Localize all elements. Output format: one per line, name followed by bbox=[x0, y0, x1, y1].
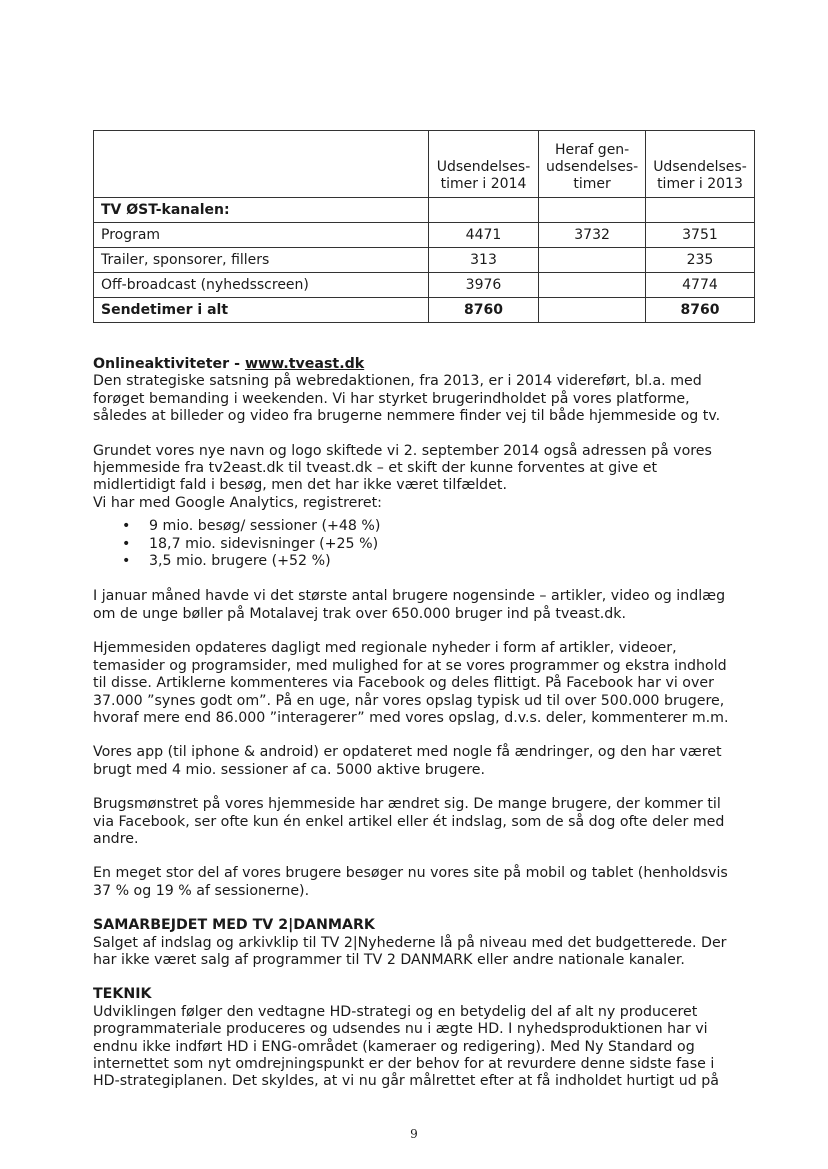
table-row bbox=[94, 273, 755, 298]
row-value-rerun bbox=[539, 273, 646, 298]
page-number: 9 bbox=[410, 1127, 418, 1141]
broadcast-hours-table bbox=[93, 130, 755, 323]
header-line: Udsendelses- bbox=[436, 159, 531, 175]
online-paragraph-6: Vores app (til iphone & android) er opdateret med nogle få ændringer, og den har været brugt med 4 mio. sessioner af ca. 5000 aktive brugere. bbox=[93, 744, 722, 778]
teknik-paragraph: Udviklingen følger den vedtagne HD-strategi og en betydelig del af alt ny produceret programmateriale produceres og udsendes nu i ægte HD. I nyhedsproduktionen har vi endnu ikke indført HD i ENG-området (kameraer og redigering). Med Ny Standard og internettet som nyt omdrejningspunkt er der behov for at revurdere denne sidste fase i HD-strategiplanen. Det skyldes, at vi nu går målrettet efter at få indholdet hurtigt ud på bbox=[93, 1003, 719, 1090]
online-paragraph-3: Vi har med Google Analytics, registreret: bbox=[93, 494, 382, 511]
header-line: timer bbox=[573, 176, 611, 192]
total-label: Sendetimer i alt bbox=[94, 298, 429, 323]
total-value-rerun bbox=[539, 298, 646, 323]
samarbejde-paragraph: Salget af indslag og arkivklip til TV 2|Nyhederne lå på niveau med det budgetterede. Der har ikke været salg af programmer til TV 2 DANMARK eller andre nationale kanaler. bbox=[93, 934, 727, 968]
header-line: timer i 2013 bbox=[657, 176, 743, 192]
list-item: • 18,7 mio. sidevisninger (+25 %) bbox=[149, 536, 733, 553]
section-label: TV ØST-kanalen: bbox=[94, 198, 429, 223]
online-paragraph-4: I januar måned havde vi det største antal brugere nogensinde – artikler, video og indlæg om de unge bøller på Motalavej trak over 650.000 bruger ind på tveast.dk. bbox=[93, 588, 726, 622]
row-value-rerun bbox=[539, 248, 646, 273]
online-heading: Onlineaktiviteter - www.tveast.dk bbox=[93, 356, 365, 372]
table-header-row bbox=[94, 131, 755, 198]
row-label: Trailer, sponsorer, fillers bbox=[94, 248, 429, 273]
total-value-2014: 8760 bbox=[429, 298, 539, 323]
row-label: Program bbox=[94, 223, 429, 248]
row-label: Off-broadcast (nyhedsscreen) bbox=[94, 273, 429, 298]
samarbejde-heading: SAMARBEJDET MED TV 2|DANMARK bbox=[93, 917, 375, 934]
list-item: • 9 mio. besøg/ sessioner (+48 %) bbox=[149, 518, 733, 535]
list-item: • 3,5 mio. brugere (+52 %) bbox=[149, 553, 733, 570]
row-value-rerun: 3732 bbox=[539, 223, 646, 248]
tveast-link[interactable]: www.tveast.dk bbox=[244, 356, 365, 372]
analytics-list bbox=[93, 518, 733, 570]
header-line: timer i 2014 bbox=[440, 176, 527, 192]
teknik-heading: TEKNIK bbox=[93, 986, 152, 1003]
header-line: Heraf gen- bbox=[554, 142, 630, 158]
header-hours-2013 bbox=[646, 131, 755, 198]
online-paragraph-2: Grundet vores nye navn og logo skiftede vi 2. september 2014 også adressen på vores hjemmeside fra tv2east.dk til tveast.dk – et skift der kunne forventes at give et midlertidigt fald i besøg, men det har ikke været tilfældet. bbox=[93, 442, 712, 494]
online-paragraph-7: Brugsmønstret på vores hjemmeside har ændret sig. De mange brugere, der kommer til via Facebook, ser ofte kun én enkel artikel eller ét indslag, som de så dog ofte deler med andre. bbox=[93, 796, 725, 847]
table-section-row bbox=[94, 198, 755, 223]
total-value-2013: 8760 bbox=[646, 298, 755, 323]
header-line: Udsendelses- bbox=[653, 159, 747, 175]
table-row bbox=[94, 223, 755, 248]
row-value-2014: 313 bbox=[429, 248, 539, 273]
header-empty-cell bbox=[94, 131, 429, 198]
online-paragraph-1: Den strategiske satsning på webredaktionen, fra 2013, er i 2014 videreført, bl.a. med forøget bemanding i weekenden. Vi har styrket brugerindholdet på vores platforme, således at billeder og video fra brugerne nemmere finder vej til både hjemmeside og tv. bbox=[93, 373, 721, 425]
row-value-2014: 4471 bbox=[429, 223, 539, 248]
row-value-2013: 3751 bbox=[646, 223, 755, 248]
row-value-2014: 3976 bbox=[429, 273, 539, 298]
row-value-2013: 4774 bbox=[646, 273, 755, 298]
online-paragraph-5: Hjemmesiden opdateres dagligt med regionale nyheder i form af artikler, videoer, temasider og programsider, med mulighed for at se vores programmer og ekstra indhold til disse. Artiklerne kommenteres via Facebook og deles flittigt. På Facebook har vi over 37.000 ”synes godt om”. På en uge, når vores opslag typisk ud til over 500.000 brugere, hvoraf mere end 86.000 ”interagerer” med vores opslag, d.v.s. deler, kommenterer m.m. bbox=[93, 640, 729, 726]
document-body bbox=[93, 356, 733, 1091]
header-line: udsendelses- bbox=[546, 159, 639, 175]
row-value-2013: 235 bbox=[646, 248, 755, 273]
online-paragraph-8: En meget stor del af vores brugere besøger nu vores site på mobil og tablet (henholdsvis 37 % og 19 % af sessionerne). bbox=[93, 865, 728, 899]
header-hours-2014 bbox=[429, 131, 539, 198]
table-row bbox=[94, 248, 755, 273]
header-rerun-hours bbox=[539, 131, 646, 198]
table-total-row bbox=[94, 298, 755, 323]
